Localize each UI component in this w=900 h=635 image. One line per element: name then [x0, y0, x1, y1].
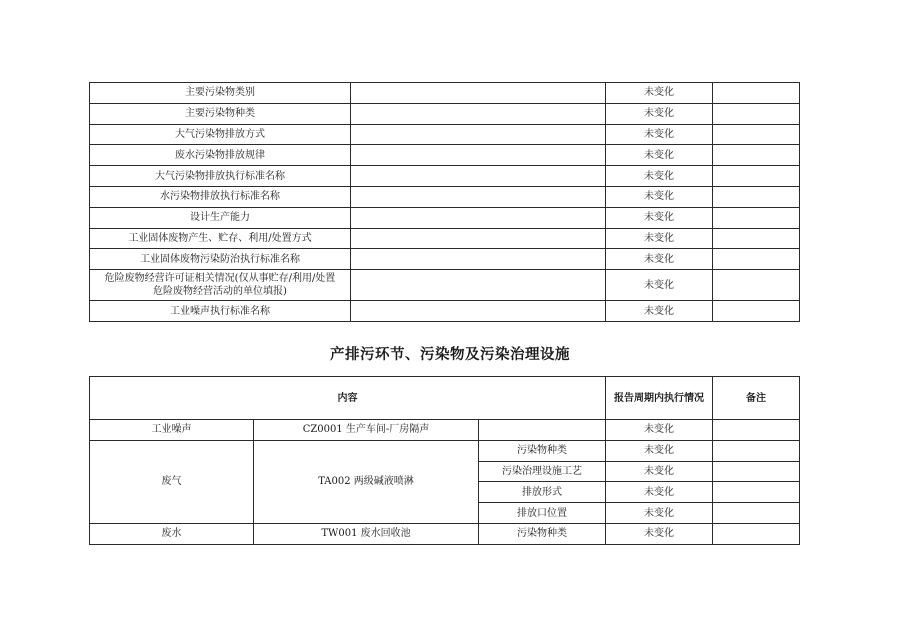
content-cell	[351, 228, 606, 249]
status-cell: 未变化	[606, 461, 713, 482]
facility-cell: TW001 废水回收池	[254, 523, 479, 544]
facility-cell: TA002 两级碱液喷淋	[254, 440, 479, 523]
table-row	[90, 207, 800, 228]
table-header-row	[90, 377, 800, 420]
remark-cell	[713, 440, 800, 461]
status-cell: 未变化	[606, 270, 713, 301]
content-cell	[351, 83, 606, 104]
status-cell: 未变化	[606, 440, 713, 461]
status-cell: 未变化	[606, 83, 713, 104]
item-line: 危险废物经营活动的单位填报)	[153, 286, 287, 298]
item-cell: 废水污染物排放规律	[90, 145, 351, 166]
remark-cell	[713, 186, 800, 207]
status-cell: 未变化	[606, 301, 713, 322]
table-row	[90, 103, 800, 124]
content-cell	[351, 124, 606, 145]
remark-cell	[713, 482, 800, 503]
category-cell: 工业噪声	[90, 420, 254, 441]
item-cell: 工业固体废物污染防治执行标准名称	[90, 249, 351, 270]
aspect-cell: 排放口位置	[479, 503, 606, 524]
remark-cell	[713, 124, 800, 145]
remark-cell	[713, 166, 800, 187]
category-cell: 废气	[90, 440, 254, 523]
table-row	[90, 228, 800, 249]
item-cell: 工业噪声执行标准名称	[90, 301, 351, 322]
remark-cell	[713, 83, 800, 104]
table-row	[90, 301, 800, 322]
status-cell: 未变化	[606, 482, 713, 503]
content-cell	[351, 249, 606, 270]
content-cell	[351, 270, 606, 301]
header-content: 内容	[90, 377, 606, 420]
aspect-cell: 污染物种类	[479, 440, 606, 461]
item-cell: 水污染物排放执行标准名称	[90, 186, 351, 207]
table-row	[90, 166, 800, 187]
aspect-cell: 排放形式	[479, 482, 606, 503]
content-cell	[351, 207, 606, 228]
item-cell: 工业固体废物产生、贮存、利用/处置方式	[90, 228, 351, 249]
content-cell	[351, 103, 606, 124]
content-cell	[351, 145, 606, 166]
header-remark: 备注	[713, 377, 800, 420]
aspect-cell	[479, 420, 606, 441]
status-cell: 未变化	[606, 228, 713, 249]
status-cell: 未变化	[606, 166, 713, 187]
content-cell	[351, 166, 606, 187]
header-execution: 报告周期内执行情况	[606, 377, 713, 420]
status-cell: 未变化	[606, 186, 713, 207]
table-row	[90, 523, 800, 544]
remark-cell	[713, 503, 800, 524]
content-cell	[351, 301, 606, 322]
status-cell: 未变化	[606, 249, 713, 270]
remark-cell	[713, 145, 800, 166]
remark-cell	[713, 523, 800, 544]
status-cell: 未变化	[606, 145, 713, 166]
status-cell: 未变化	[606, 420, 713, 441]
content-cell	[351, 186, 606, 207]
status-cell: 未变化	[606, 503, 713, 524]
table-row	[90, 249, 800, 270]
facility-cell: CZ0001 生产车间-厂房隔声	[254, 420, 479, 441]
remark-cell	[713, 301, 800, 322]
remark-cell	[713, 103, 800, 124]
status-cell: 未变化	[606, 523, 713, 544]
item-cell: 大气污染物排放方式	[90, 124, 351, 145]
category-cell: 废水	[90, 523, 254, 544]
item-cell: 设计生产能力	[90, 207, 351, 228]
remark-cell	[713, 228, 800, 249]
table-row	[90, 440, 800, 461]
item-cell: 主要污染物种类	[90, 103, 351, 124]
item-cell	[90, 270, 351, 301]
section-title: 产排污环节、污染物及污染治理设施	[330, 347, 570, 363]
table-row	[90, 124, 800, 145]
table-row	[90, 145, 800, 166]
table-row	[90, 83, 800, 104]
remark-cell	[713, 249, 800, 270]
change-table	[89, 82, 800, 322]
item-cell: 大气污染物排放执行标准名称	[90, 166, 351, 187]
table-row	[90, 270, 800, 301]
status-cell: 未变化	[606, 207, 713, 228]
remark-cell	[713, 420, 800, 441]
remark-cell	[713, 461, 800, 482]
table-row	[90, 420, 800, 441]
aspect-cell: 污染物种类	[479, 523, 606, 544]
item-cell: 主要污染物类别	[90, 83, 351, 104]
status-cell: 未变化	[606, 124, 713, 145]
pollution-facilities-table	[89, 376, 800, 545]
item-line: 危险废物经营许可证相关情况(仅从事贮存/利用/处置	[104, 273, 336, 285]
status-cell: 未变化	[606, 103, 713, 124]
aspect-cell: 污染治理设施工艺	[479, 461, 606, 482]
table-row	[90, 186, 800, 207]
remark-cell	[713, 270, 800, 301]
remark-cell	[713, 207, 800, 228]
